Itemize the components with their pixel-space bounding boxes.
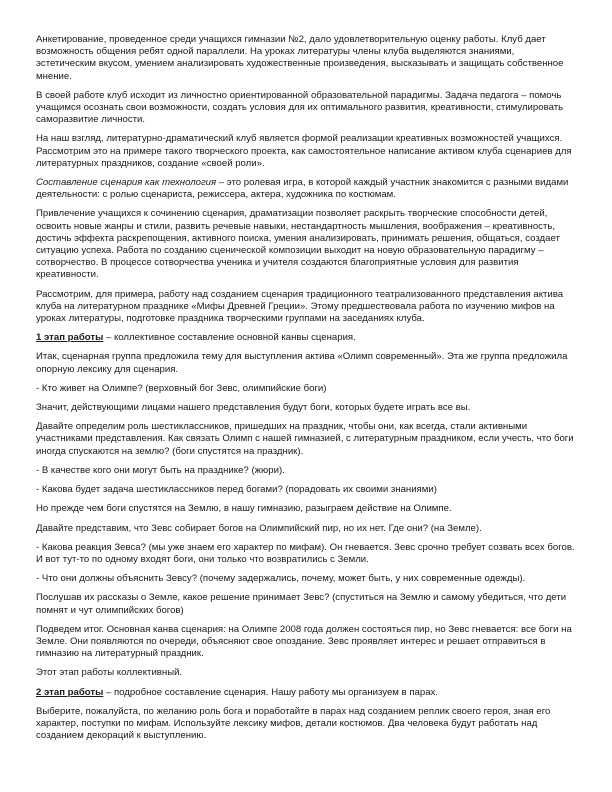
paragraph-zeus-reaction xyxy=(36,542,576,566)
paragraph-text: - Что они должны объяснить Зевсу? (почему задержались, почему, может быть, у них современные одежды). xyxy=(36,573,526,585)
paragraph-text: Подведем итог. Основная канва сценария: на Олимпе 2008 года должен состояться пир, но Зевс гневается: все боги на Земле. Они появляются по очереди, объясняют свое опоздание. Зевс проявляет интерес и решает отправиться в гимназию на литературный праздник. xyxy=(36,623,572,660)
paragraph-question-jury xyxy=(36,465,576,477)
paragraph-text: Привлечение учащихся к сочинению сценария, драматизации позволяет раскрыть творческие способности детей, освоить новые жанры и стили, развить речевые навыки, нестандартность мышления, воображения – креативность, достичь эффекта раскрепощения, активного поиска, умения анализировать, принимать решения, общаться, создает ситуацию успеха. Работа по созданию сценической композиции выходит на новую образовательную парадигму – сотворчество. В процессе сотворчества ученика и учителя создаются благоприятные условия для развития креативности. xyxy=(36,208,560,281)
paragraph-stage-2 xyxy=(36,687,576,699)
paragraph-technology xyxy=(36,177,576,201)
paragraph-text: Но прежде чем боги спустятся на Землю, в нашу гимназию, разыграем действие на Олимпе. xyxy=(36,503,452,515)
paragraph-sixth-graders xyxy=(36,421,576,458)
paragraph-decision xyxy=(36,592,576,616)
paragraph-text: Давайте определим роль шестиклассников, пришедших на праздник, чтобы они, как всегда, стали активными участниками представления. Как связать Олимп с нашей гимназией, с литературным праздником, если учесть, что боги иногда спускаются на землю? (боги спустятся на праздник). xyxy=(36,421,574,457)
paragraph-theme xyxy=(36,351,576,375)
paragraph-text: Анкетирование, проведенное среди учащихся гимназии №2, дало удовлетворительную оценку работы. Клуб дает возможность общения ребят одной параллели. На уроках литературы члены клуба выделяются знаниями, эстетическим вкусом, умением анализировать художественные произведения, высказывать и защищать собственное мнение. xyxy=(36,34,564,82)
paragraph-paradigm xyxy=(36,90,576,127)
paragraph-characters xyxy=(36,402,576,414)
paragraph-text: Послушав их рассказы о Земле, какое решение принимает Зевс? (спуститься на Землю и самому убедиться, что дети помнят и чут олимпийских богов) xyxy=(36,592,567,616)
paragraph-explain xyxy=(36,573,576,585)
paragraph-text: - В качестве кого они могут быть на празднике? (жюри). xyxy=(36,464,285,476)
paragraph-text: Итак, сценарная группа предложила тему для выступления актива «Олимп современный». Эта же группа предложила опорную лексику для сценария. xyxy=(36,351,568,375)
document-page xyxy=(36,34,576,749)
paragraph-stage-1 xyxy=(36,332,576,344)
paragraph-text: - Какова будет задача шестиклассников перед богами? (порадовать их своими знаниями) xyxy=(36,484,437,496)
paragraph-text: - Какова реакция Зевса? (мы уже знаем его характер по мифам). Он гневается. Зевс срочно требует созвать всех богов. И вот тут-то по одному входят боги, они только что возвратились с Земли. xyxy=(36,541,575,565)
paragraph-text: На наш взгляд, литературно-драматический клуб является формой реализации креативных возможностей учащихся. Рассмотрим это на примере такого творческого проекта, как самостоятельное написание активом клуба сценариев для литературных праздников, создание «своей роли». xyxy=(36,133,572,169)
paragraph-text: Выберите, пожалуйста, по желанию роль бога и поработайте в парах над созданием реплик своего героя, зная его характер, поступки по мифам. Используйте лексику мифов, детали костюмов. Два человека будут работать над созданием декораций к выступлению. xyxy=(36,705,551,742)
paragraph-text: – коллективное составление основной канвы сценария. xyxy=(103,332,356,344)
emphasis-term: Составление сценария как технология xyxy=(36,177,217,189)
paragraph-club-form xyxy=(36,133,576,170)
stage-heading: 1 этап работы xyxy=(36,332,104,344)
paragraph-question-task xyxy=(36,484,576,496)
paragraph-text: – подробное составление сценария. Нашу работу мы организуем в парах. xyxy=(103,686,438,698)
paragraph-text: - Кто живет на Олимпе? (верховный бог Зевс, олимпийские боги) xyxy=(36,382,327,394)
paragraph-creativity xyxy=(36,208,576,281)
paragraph-summary xyxy=(36,624,576,661)
paragraph-text: – это ролевая игра, в которой каждый участник знакомится с разными видами деятельности: с ролью сценариста, режиссера, актера, художника по костюмам. xyxy=(36,177,569,201)
paragraph-pairs xyxy=(36,706,576,743)
paragraph-collective xyxy=(36,667,576,679)
paragraph-question-olympus xyxy=(36,383,576,395)
paragraph-example xyxy=(36,289,576,326)
paragraph-feast xyxy=(36,523,576,535)
paragraph-olympus-action xyxy=(36,503,576,515)
paragraph-text: В своей работе клуб исходит из личностно ориентированной образовательной парадигмы. Задача педагога – помочь учащимся осознать свои возможности, создать условия для их оптимального развития, креативности, стимулировать саморазвитие личности. xyxy=(36,89,564,126)
stage-heading: 2 этап работы xyxy=(36,686,104,698)
paragraph-survey xyxy=(36,34,576,83)
paragraph-text: Значит, действующими лицами нашего представления будут боги, которых будете играть все вы. xyxy=(36,402,471,414)
paragraph-text: Рассмотрим, для примера, работу над созданием сценария традиционного театрализованного представления актива клуба на литературном празднике «Мифы Древней Греции». Этому предшествовала работа по изучению мифов на уроках литературы, подготовке праздника творческими группами на заседаниях клуба. xyxy=(36,288,564,325)
paragraph-text: Давайте представим, что Зевс собирает богов на Олимпийский пир, но их нет. Где они? (на Земле). xyxy=(36,522,482,534)
paragraph-text: Этот этап работы коллективный. xyxy=(36,667,183,679)
